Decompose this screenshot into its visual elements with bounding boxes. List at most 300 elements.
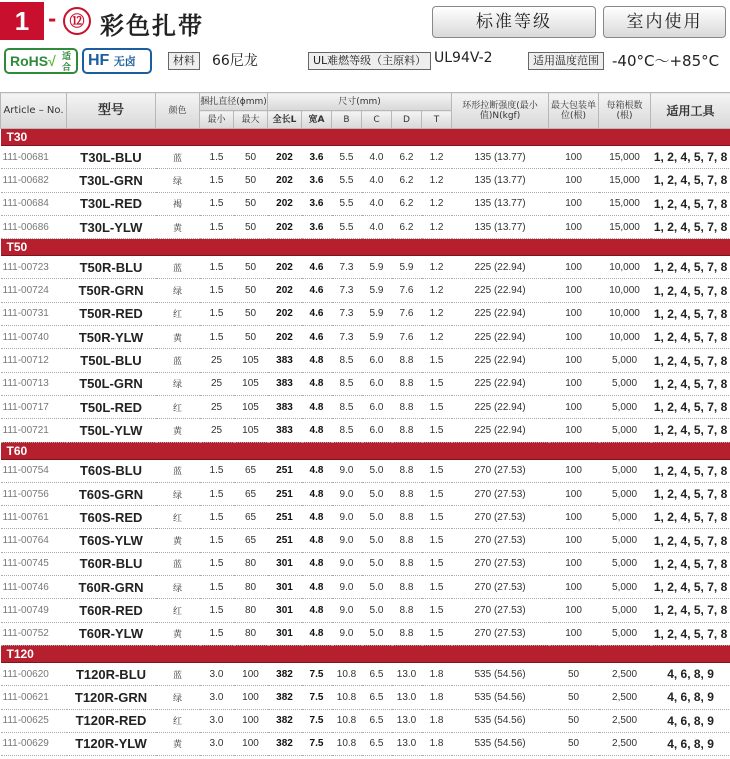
color-name: 绿 bbox=[156, 482, 200, 505]
pack-unit-value: 50 bbox=[549, 732, 599, 755]
tensile-value: 225 (22.94) bbox=[452, 395, 549, 418]
bundle-min: 3.0 bbox=[200, 732, 234, 755]
t-value: 1.2 bbox=[422, 192, 452, 215]
model-name: T50R-RED bbox=[67, 302, 156, 325]
bundle-min: 1.5 bbox=[200, 169, 234, 192]
d-value: 13.0 bbox=[392, 732, 422, 755]
box-qty-value: 5,000 bbox=[599, 349, 651, 372]
c-value: 5.0 bbox=[362, 576, 392, 599]
d-value: 5.9 bbox=[392, 256, 422, 279]
box-qty-value: 2,500 bbox=[599, 662, 651, 685]
table-row bbox=[1, 372, 730, 395]
header-model: 型号 bbox=[67, 93, 156, 129]
header-t: T bbox=[422, 111, 452, 129]
model-name: T60R-BLU bbox=[67, 552, 156, 575]
t-value: 1.5 bbox=[422, 529, 452, 552]
model-name: T60R-GRN bbox=[67, 576, 156, 599]
pack-unit-value: 100 bbox=[549, 279, 599, 302]
bundle-min: 3.0 bbox=[200, 662, 234, 685]
length-value: 251 bbox=[268, 482, 302, 505]
model-name: T60R-RED bbox=[67, 599, 156, 622]
color-name: 红 bbox=[156, 709, 200, 732]
b-value: 10.8 bbox=[332, 732, 362, 755]
model-name: T60S-BLU bbox=[67, 459, 156, 482]
color-name: 黄 bbox=[156, 419, 200, 442]
rohs-text: RoHS bbox=[10, 53, 49, 69]
tensile-value: 535 (54.56) bbox=[452, 686, 549, 709]
article-number: 111-00721 bbox=[1, 419, 67, 442]
box-qty-value: 5,000 bbox=[599, 395, 651, 418]
width-value: 4.8 bbox=[302, 552, 332, 575]
b-value: 9.0 bbox=[332, 576, 362, 599]
header-width: 宽A bbox=[302, 111, 332, 129]
bundle-min: 1.5 bbox=[200, 529, 234, 552]
width-value: 3.6 bbox=[302, 215, 332, 238]
width-value: 4.8 bbox=[302, 482, 332, 505]
c-value: 5.9 bbox=[362, 256, 392, 279]
color-name: 绿 bbox=[156, 686, 200, 709]
color-name: 蓝 bbox=[156, 146, 200, 169]
b-value: 5.5 bbox=[332, 146, 362, 169]
length-value: 301 bbox=[268, 599, 302, 622]
color-name: 绿 bbox=[156, 372, 200, 395]
pack-unit-value: 100 bbox=[549, 622, 599, 645]
d-value: 6.2 bbox=[392, 146, 422, 169]
article-number: 111-00752 bbox=[1, 622, 67, 645]
t-value: 1.5 bbox=[422, 372, 452, 395]
tools-value: 1, 2, 4, 5, 7, 8 bbox=[651, 256, 730, 279]
article-number: 111-00764 bbox=[1, 529, 67, 552]
article-number: 111-00756 bbox=[1, 482, 67, 505]
bundle-max: 65 bbox=[234, 482, 268, 505]
tools-value: 1, 2, 4, 5, 7, 8 bbox=[651, 576, 730, 599]
c-value: 5.9 bbox=[362, 302, 392, 325]
bundle-max: 100 bbox=[234, 709, 268, 732]
t-value: 1.8 bbox=[422, 686, 452, 709]
c-value: 4.0 bbox=[362, 169, 392, 192]
header-color: 颜色 bbox=[156, 93, 200, 129]
d-value: 6.2 bbox=[392, 215, 422, 238]
tensile-value: 225 (22.94) bbox=[452, 326, 549, 349]
pack-unit-value: 100 bbox=[549, 459, 599, 482]
width-value: 4.6 bbox=[302, 326, 332, 349]
table-body bbox=[1, 129, 730, 756]
header-max: 最大 bbox=[234, 111, 268, 129]
tools-value: 1, 2, 4, 5, 7, 8 bbox=[651, 215, 730, 238]
pack-unit-value: 100 bbox=[549, 302, 599, 325]
tools-value: 1, 2, 4, 5, 7, 8 bbox=[651, 372, 730, 395]
bundle-min: 3.0 bbox=[200, 709, 234, 732]
length-value: 301 bbox=[268, 576, 302, 599]
width-value: 3.6 bbox=[302, 169, 332, 192]
article-number: 111-00712 bbox=[1, 349, 67, 372]
section-number: 1 bbox=[0, 2, 44, 40]
color-name: 蓝 bbox=[156, 459, 200, 482]
c-value: 5.0 bbox=[362, 482, 392, 505]
bundle-max: 80 bbox=[234, 576, 268, 599]
width-value: 4.8 bbox=[302, 349, 332, 372]
article-number: 111-00754 bbox=[1, 459, 67, 482]
article-number: 111-00740 bbox=[1, 326, 67, 349]
d-value: 8.8 bbox=[392, 599, 422, 622]
bundle-min: 3.0 bbox=[200, 686, 234, 709]
tools-value: 1, 2, 4, 5, 7, 8 bbox=[651, 599, 730, 622]
tools-value: 1, 2, 4, 5, 7, 8 bbox=[651, 192, 730, 215]
bundle-max: 105 bbox=[234, 372, 268, 395]
box-qty-value: 5,000 bbox=[599, 622, 651, 645]
article-number: 111-00621 bbox=[1, 686, 67, 709]
bundle-min: 25 bbox=[200, 419, 234, 442]
width-value: 4.6 bbox=[302, 302, 332, 325]
width-value: 4.8 bbox=[302, 599, 332, 622]
box-qty-value: 5,000 bbox=[599, 506, 651, 529]
bundle-max: 100 bbox=[234, 686, 268, 709]
bundle-max: 100 bbox=[234, 732, 268, 755]
b-value: 7.3 bbox=[332, 256, 362, 279]
c-value: 6.5 bbox=[362, 709, 392, 732]
b-value: 10.8 bbox=[332, 686, 362, 709]
model-name: T50L-RED bbox=[67, 395, 156, 418]
width-value: 4.8 bbox=[302, 372, 332, 395]
table-row bbox=[1, 599, 730, 622]
t-value: 1.5 bbox=[422, 459, 452, 482]
color-name: 绿 bbox=[156, 169, 200, 192]
bundle-max: 105 bbox=[234, 349, 268, 372]
d-value: 8.8 bbox=[392, 622, 422, 645]
tools-value: 4, 6, 8, 9 bbox=[651, 732, 730, 755]
box-qty-value: 2,500 bbox=[599, 709, 651, 732]
t-value: 1.2 bbox=[422, 279, 452, 302]
pack-unit-value: 100 bbox=[549, 419, 599, 442]
d-value: 7.6 bbox=[392, 279, 422, 302]
t-value: 1.2 bbox=[422, 302, 452, 325]
model-name: T120R-GRN bbox=[67, 686, 156, 709]
t-value: 1.5 bbox=[422, 552, 452, 575]
t-value: 1.8 bbox=[422, 732, 452, 755]
group-row bbox=[1, 442, 730, 459]
header-length: 全长L bbox=[268, 111, 302, 129]
width-value: 4.8 bbox=[302, 419, 332, 442]
pack-unit-value: 100 bbox=[549, 256, 599, 279]
b-value: 9.0 bbox=[332, 622, 362, 645]
material-label: 材料 bbox=[168, 52, 200, 70]
d-value: 8.8 bbox=[392, 576, 422, 599]
check-icon: √ bbox=[48, 53, 56, 69]
box-qty-value: 5,000 bbox=[599, 599, 651, 622]
tensile-value: 225 (22.94) bbox=[452, 302, 549, 325]
b-value: 7.3 bbox=[332, 326, 362, 349]
d-value: 13.0 bbox=[392, 686, 422, 709]
bundle-min: 25 bbox=[200, 349, 234, 372]
header-tensile: 环形拉断强度(最小值)N(kgf) bbox=[452, 93, 549, 129]
bundle-min: 1.5 bbox=[200, 576, 234, 599]
tools-value: 1, 2, 4, 5, 7, 8 bbox=[651, 302, 730, 325]
box-qty-value: 5,000 bbox=[599, 552, 651, 575]
table-row bbox=[1, 349, 730, 372]
header-article: Article – No. bbox=[1, 93, 67, 129]
d-value: 7.6 bbox=[392, 326, 422, 349]
box-qty-value: 10,000 bbox=[599, 302, 651, 325]
model-name: T50R-GRN bbox=[67, 279, 156, 302]
c-value: 6.5 bbox=[362, 686, 392, 709]
bundle-max: 100 bbox=[234, 662, 268, 685]
tools-value: 1, 2, 4, 5, 7, 8 bbox=[651, 622, 730, 645]
header-box-qty: 每箱根数(根) bbox=[599, 93, 651, 129]
t-value: 1.2 bbox=[422, 326, 452, 349]
box-qty-value: 15,000 bbox=[599, 169, 651, 192]
d-value: 8.8 bbox=[392, 529, 422, 552]
color-name: 红 bbox=[156, 302, 200, 325]
table-header bbox=[1, 93, 730, 129]
tools-value: 1, 2, 4, 5, 7, 8 bbox=[651, 552, 730, 575]
width-value: 4.8 bbox=[302, 622, 332, 645]
article-number: 111-00686 bbox=[1, 215, 67, 238]
pack-unit-value: 100 bbox=[549, 482, 599, 505]
pack-unit-value: 100 bbox=[549, 395, 599, 418]
tensile-value: 135 (13.77) bbox=[452, 169, 549, 192]
model-name: T60S-GRN bbox=[67, 482, 156, 505]
table-row bbox=[1, 686, 730, 709]
d-value: 8.8 bbox=[392, 552, 422, 575]
pack-unit-value: 50 bbox=[549, 686, 599, 709]
tools-value: 1, 2, 4, 5, 7, 8 bbox=[651, 482, 730, 505]
bundle-max: 65 bbox=[234, 529, 268, 552]
table-row bbox=[1, 192, 730, 215]
pack-unit-value: 100 bbox=[549, 215, 599, 238]
color-name: 褐 bbox=[156, 192, 200, 215]
d-value: 13.0 bbox=[392, 662, 422, 685]
tools-value: 1, 2, 4, 5, 7, 8 bbox=[651, 459, 730, 482]
model-name: T60R-YLW bbox=[67, 622, 156, 645]
length-value: 202 bbox=[268, 279, 302, 302]
ul-label: UL难燃等级（主原料） bbox=[308, 52, 431, 70]
width-value: 4.8 bbox=[302, 459, 332, 482]
header-tools: 适用工具 bbox=[651, 93, 730, 129]
b-value: 9.0 bbox=[332, 459, 362, 482]
d-value: 8.8 bbox=[392, 482, 422, 505]
usage-badge: 室内使用 bbox=[603, 6, 726, 38]
hf-small-text: 无卤 bbox=[113, 56, 136, 68]
box-qty-value: 2,500 bbox=[599, 686, 651, 709]
model-name: T50L-BLU bbox=[67, 349, 156, 372]
length-value: 202 bbox=[268, 302, 302, 325]
grade-badge: 标准等级 bbox=[432, 6, 596, 38]
b-value: 7.3 bbox=[332, 302, 362, 325]
bundle-min: 1.5 bbox=[200, 146, 234, 169]
article-number: 111-00684 bbox=[1, 192, 67, 215]
width-value: 4.8 bbox=[302, 506, 332, 529]
bundle-max: 65 bbox=[234, 459, 268, 482]
table-row bbox=[1, 395, 730, 418]
bundle-max: 50 bbox=[234, 326, 268, 349]
pack-unit-value: 100 bbox=[549, 599, 599, 622]
length-value: 383 bbox=[268, 372, 302, 395]
table-row bbox=[1, 169, 730, 192]
c-value: 5.0 bbox=[362, 599, 392, 622]
header-size: 尺寸(mm) bbox=[268, 93, 452, 111]
temperature-label: 适用温度范围 bbox=[528, 52, 604, 70]
b-value: 8.5 bbox=[332, 419, 362, 442]
c-value: 4.0 bbox=[362, 192, 392, 215]
t-value: 1.8 bbox=[422, 662, 452, 685]
length-value: 301 bbox=[268, 622, 302, 645]
model-name: T50R-YLW bbox=[67, 326, 156, 349]
table-row bbox=[1, 459, 730, 482]
length-value: 383 bbox=[268, 419, 302, 442]
color-name: 绿 bbox=[156, 576, 200, 599]
group-row bbox=[1, 645, 730, 662]
bundle-max: 50 bbox=[234, 192, 268, 215]
section-dash: - bbox=[48, 7, 57, 31]
bundle-min: 1.5 bbox=[200, 326, 234, 349]
bundle-min: 1.5 bbox=[200, 622, 234, 645]
header-b: B bbox=[332, 111, 362, 129]
color-name: 黄 bbox=[156, 326, 200, 349]
model-name: T50L-GRN bbox=[67, 372, 156, 395]
tensile-value: 535 (54.56) bbox=[452, 662, 549, 685]
hf-text: HF bbox=[88, 52, 110, 69]
length-value: 202 bbox=[268, 256, 302, 279]
length-value: 382 bbox=[268, 662, 302, 685]
pack-unit-value: 100 bbox=[549, 146, 599, 169]
c-value: 6.0 bbox=[362, 372, 392, 395]
tensile-value: 270 (27.53) bbox=[452, 599, 549, 622]
length-value: 202 bbox=[268, 146, 302, 169]
tensile-value: 535 (54.56) bbox=[452, 709, 549, 732]
box-qty-value: 5,000 bbox=[599, 482, 651, 505]
box-qty-value: 10,000 bbox=[599, 256, 651, 279]
t-value: 1.5 bbox=[422, 419, 452, 442]
t-value: 1.5 bbox=[422, 349, 452, 372]
b-value: 10.8 bbox=[332, 662, 362, 685]
pack-unit-value: 100 bbox=[549, 529, 599, 552]
pack-unit-value: 100 bbox=[549, 576, 599, 599]
model-name: T30L-BLU bbox=[67, 146, 156, 169]
length-value: 251 bbox=[268, 459, 302, 482]
tools-value: 1, 2, 4, 5, 7, 8 bbox=[651, 506, 730, 529]
c-value: 5.0 bbox=[362, 622, 392, 645]
color-name: 蓝 bbox=[156, 662, 200, 685]
t-value: 1.8 bbox=[422, 709, 452, 732]
ul-value: UL94V-2 bbox=[434, 50, 493, 66]
color-name: 红 bbox=[156, 506, 200, 529]
tensile-value: 135 (13.77) bbox=[452, 146, 549, 169]
color-name: 黄 bbox=[156, 529, 200, 552]
model-name: T30L-RED bbox=[67, 192, 156, 215]
material-value: 66尼龙 bbox=[212, 53, 258, 69]
table-row bbox=[1, 146, 730, 169]
b-value: 7.3 bbox=[332, 279, 362, 302]
color-name: 蓝 bbox=[156, 256, 200, 279]
tools-value: 1, 2, 4, 5, 7, 8 bbox=[651, 146, 730, 169]
length-value: 251 bbox=[268, 506, 302, 529]
tools-value: 4, 6, 8, 9 bbox=[651, 709, 730, 732]
bundle-min: 25 bbox=[200, 372, 234, 395]
pack-unit-value: 100 bbox=[549, 326, 599, 349]
table-row bbox=[1, 279, 730, 302]
table-row bbox=[1, 622, 730, 645]
b-value: 9.0 bbox=[332, 599, 362, 622]
group-label: T120 bbox=[1, 645, 730, 662]
pack-unit-value: 100 bbox=[549, 349, 599, 372]
tools-value: 1, 2, 4, 5, 7, 8 bbox=[651, 326, 730, 349]
table-row bbox=[1, 529, 730, 552]
tools-value: 4, 6, 8, 9 bbox=[651, 686, 730, 709]
tools-value: 1, 2, 4, 5, 7, 8 bbox=[651, 395, 730, 418]
d-value: 13.0 bbox=[392, 709, 422, 732]
length-value: 383 bbox=[268, 349, 302, 372]
title-bar bbox=[0, 2, 730, 40]
t-value: 1.5 bbox=[422, 506, 452, 529]
c-value: 6.5 bbox=[362, 662, 392, 685]
t-value: 1.5 bbox=[422, 482, 452, 505]
b-value: 5.5 bbox=[332, 169, 362, 192]
tensile-value: 135 (13.77) bbox=[452, 192, 549, 215]
bundle-max: 50 bbox=[234, 146, 268, 169]
article-number: 111-00682 bbox=[1, 169, 67, 192]
pack-unit-value: 100 bbox=[549, 169, 599, 192]
bundle-min: 1.5 bbox=[200, 506, 234, 529]
tensile-value: 225 (22.94) bbox=[452, 256, 549, 279]
model-name: T60S-RED bbox=[67, 506, 156, 529]
bundle-min: 1.5 bbox=[200, 459, 234, 482]
product-table bbox=[0, 92, 730, 756]
table-row bbox=[1, 552, 730, 575]
pack-unit-value: 100 bbox=[549, 506, 599, 529]
bundle-min: 1.5 bbox=[200, 552, 234, 575]
t-value: 1.5 bbox=[422, 576, 452, 599]
d-value: 8.8 bbox=[392, 349, 422, 372]
bundle-max: 65 bbox=[234, 506, 268, 529]
bundle-max: 50 bbox=[234, 279, 268, 302]
box-qty-value: 15,000 bbox=[599, 146, 651, 169]
t-value: 1.2 bbox=[422, 146, 452, 169]
table-row bbox=[1, 419, 730, 442]
length-value: 202 bbox=[268, 215, 302, 238]
c-value: 5.0 bbox=[362, 552, 392, 575]
color-name: 黄 bbox=[156, 732, 200, 755]
article-number: 111-00731 bbox=[1, 302, 67, 325]
c-value: 4.0 bbox=[362, 146, 392, 169]
tensile-value: 270 (27.53) bbox=[452, 506, 549, 529]
t-value: 1.5 bbox=[422, 622, 452, 645]
width-value: 4.8 bbox=[302, 576, 332, 599]
model-name: T60S-YLW bbox=[67, 529, 156, 552]
length-value: 382 bbox=[268, 686, 302, 709]
bundle-min: 25 bbox=[200, 395, 234, 418]
pack-unit-value: 50 bbox=[549, 709, 599, 732]
article-number: 111-00745 bbox=[1, 552, 67, 575]
bundle-min: 1.5 bbox=[200, 215, 234, 238]
rohs-compliant-text: 适合 bbox=[62, 51, 72, 72]
length-value: 202 bbox=[268, 169, 302, 192]
b-value: 9.0 bbox=[332, 506, 362, 529]
length-value: 202 bbox=[268, 192, 302, 215]
box-qty-value: 5,000 bbox=[599, 372, 651, 395]
c-value: 5.0 bbox=[362, 506, 392, 529]
length-value: 251 bbox=[268, 529, 302, 552]
model-name: T30L-YLW bbox=[67, 215, 156, 238]
model-name: T120R-BLU bbox=[67, 662, 156, 685]
d-value: 8.8 bbox=[392, 506, 422, 529]
b-value: 9.0 bbox=[332, 552, 362, 575]
d-value: 8.8 bbox=[392, 459, 422, 482]
pack-unit-value: 100 bbox=[549, 552, 599, 575]
group-label: T30 bbox=[1, 129, 730, 146]
width-value: 3.6 bbox=[302, 192, 332, 215]
bundle-max: 80 bbox=[234, 552, 268, 575]
spec-info-bar bbox=[0, 48, 730, 76]
